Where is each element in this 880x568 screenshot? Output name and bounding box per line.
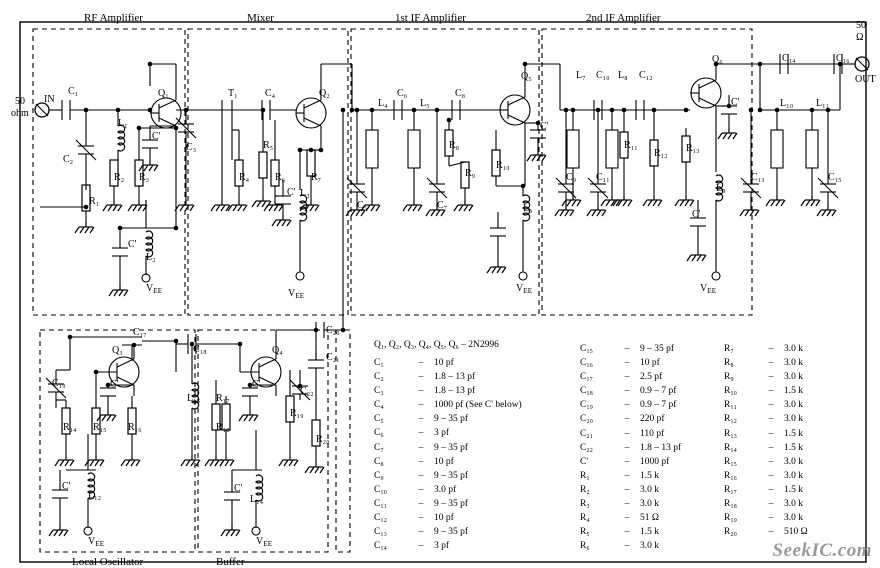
bom-dash: – [418,414,424,425]
bom-dash: – [418,527,424,538]
refdes-l9: L₉ [716,183,726,194]
bom-component-value: 3.0 k [784,414,803,425]
bom-dash: – [418,400,424,411]
bom-row [580,342,681,356]
refdes-q6: Q₆ [712,54,723,65]
bom-component-value: 10 pf [640,358,660,369]
bom-row [580,356,681,370]
bom-component-value: 3.0 k [784,358,803,369]
bom-dash: – [768,527,774,538]
bom-dash: – [768,456,774,467]
refdes-r12: R₁₂ [654,148,668,159]
bom-component-value: 1000 pf (See C' below) [434,400,522,411]
bom-row [374,398,522,412]
refdes-q3: Q₃ [112,345,123,356]
refdes-c5: C₅ [357,200,368,211]
bom-row [724,511,808,525]
bom-component-name: C₇ [374,442,384,453]
bom-component-name: C₄ [374,400,384,411]
bom-component-name: C₈ [374,456,384,467]
bom-component-name: C₃ [374,386,384,397]
bom-component-name: C₁₅ [580,344,593,354]
bom-component-name: C₁₂ [374,513,387,524]
refdes-r3: R₃ [139,172,150,183]
refdes-r20: R₂₀ [316,434,330,445]
bom-row [580,384,681,398]
refdes-c6: C₆ [397,88,408,99]
bom-row [724,497,808,511]
bom-dash: – [418,372,424,383]
refdes-r5: R₅ [263,140,274,151]
bom-row [580,455,681,469]
bom-row [374,455,522,469]
section-label-rf-amplifier: RF Amplifier [84,12,143,24]
bom-component-name: R₇ [724,344,734,354]
bom-component-name: C₂₂ [580,442,593,453]
bom-component-name: C₁₉ [580,400,593,411]
bom-dash: – [418,456,424,467]
bom-dash: – [418,513,424,524]
bom-dash: – [418,541,424,552]
refdes-c8: C₈ [455,88,466,99]
bom-component-name: C₁₃ [374,527,387,538]
bom-component-value: 10 pf [434,358,454,368]
refdes-l10: L₁₀ [780,98,794,109]
bom-row [724,427,808,441]
bom-component-value: 3.0 k [784,470,803,481]
bom-component-name: C₁₀ [374,484,387,495]
bom-component-value: 9 – 35 pf [434,442,469,453]
bom-component-name: R₁₀ [724,386,737,397]
bom-component-name: R₁₉ [724,513,737,524]
bom-component-value: 3.0 k [784,372,803,383]
bom-row [580,469,681,483]
refdes-r19: R₁₉ [290,408,304,419]
bom-component-value: 1.5 k [784,484,803,495]
input-port-impedance-line2: ohm [11,108,29,119]
refdes-l4: L₄ [378,98,388,109]
bom-component-name: R₃ [580,499,590,510]
refdes-r8: R₈ [449,140,460,151]
refdes-r6: R₆ [275,172,286,183]
bom-row [724,525,808,539]
bom-dash: – [418,386,424,397]
refdes-r11: R₁₁ [624,140,638,151]
refdes-l1: L₁ [118,118,128,129]
bom-dash: – [418,470,424,481]
section-label-first-if: 1st IF Amplifier [395,12,466,24]
refdes-c14: C₁₄ [782,53,796,64]
refdes-r15: R₁₅ [93,422,107,433]
refdes-l12: L₁₂ [88,490,102,501]
bom-dash: – [768,470,774,481]
bom-column-1 [374,356,522,553]
bom-row [374,384,522,398]
bypass-cap-label-4: C' [540,121,549,132]
bom-dash: – [624,386,630,397]
bom-row [580,525,681,539]
refdes-l11: L₁₁ [816,98,830,109]
bom-dash: – [418,358,424,368]
bom-component-value: 51 Ω [640,513,659,524]
section-label-mixer: Mixer [247,12,274,24]
bom-component-name: C₆ [374,428,384,439]
refdes-c22: C₂₂ [300,386,314,397]
bom-component-name: R₁₂ [724,414,737,425]
bom-component-value: 220 pf [640,414,665,425]
refdes-q1: Q₁ [158,88,169,99]
refdes-q4: Q₄ [272,345,283,356]
bom-component-value: 1.8 – 13 pf [640,442,682,453]
bom-row [374,469,522,483]
bom-component-value: 110 pf [640,428,665,439]
bom-component-name: C₉ [374,470,384,481]
bom-row [374,426,522,440]
bom-dash: – [768,386,774,397]
refdes-t1: T₁ [228,88,238,99]
bom-dash: – [624,372,630,383]
bom-component-name: R₁₇ [724,484,737,495]
bypass-cap-label-3: C' [287,187,296,198]
bom-dash: – [418,484,424,495]
bom-component-value: 0.9 – 7 pf [640,400,677,411]
refdes-r14: R₁₄ [63,422,77,433]
supply-vee-buf: $V_{EE}$ [256,536,273,548]
bom-column-3 [724,342,808,539]
bom-dash: – [418,428,424,439]
section-label-buffer: Buffer [216,556,245,568]
bom-component-name: C₁₄ [374,541,387,552]
supply-vee-rf: $V_{EE}$ [146,283,163,295]
bom-component-name: R₁₁ [724,400,737,411]
transistor-list-header: Q₁, Q₂, Q₃, Q₄, Q₅, Q₆ – 2N2996 [374,340,499,350]
bom-component-name: R₄ [580,513,590,524]
bom-row [374,412,522,426]
bom-dash: – [768,499,774,510]
input-port-tag: IN [44,94,55,105]
bypass-cap-label-2: C' [128,239,137,250]
bom-dash: – [624,527,630,538]
supply-vee-if1: $V_{EE}$ [516,283,533,295]
refdes-r9: R₉ [465,168,476,179]
bom-component-name: C₁₈ [580,386,593,397]
bom-dash: – [624,541,630,552]
bom-component-value: 2.5 pf [640,372,663,383]
bom-component-value: 510 Ω [784,527,808,538]
refdes-l13: L₁₃ [187,393,201,404]
bom-dash: – [624,358,630,369]
bom-dash: – [624,484,630,495]
bom-dash: – [624,470,630,481]
refdes-l8: L₈ [618,70,628,81]
bom-dash: – [624,428,630,439]
bom-component-value: 9 – 35 pf [434,527,469,538]
bom-row [580,511,681,525]
bom-row [724,441,808,455]
bom-component-name: R₈ [724,358,734,369]
refdes-c20: C₂₀ [326,325,340,336]
refdes-r2: R₂ [114,172,125,183]
bom-row [580,370,681,384]
bom-dash: – [768,372,774,383]
refdes-l14: L₁₄ [250,494,264,505]
bom-row [724,469,808,483]
bom-component-value: 0.9 – 7 pf [640,386,677,397]
refdes-l3: L₃ [300,188,310,199]
bom-dash: – [624,456,630,467]
bom-dash: – [768,484,774,495]
bom-row [374,525,522,539]
bypass-cap-label-10: C' [234,483,243,494]
bom-component-value: 1000 pf [640,456,670,467]
refdes-r18: R₁₈ [216,422,230,433]
bom-dash: – [624,513,630,524]
supply-vee-mixer: $V_{EE}$ [288,288,305,300]
bom-component-name: C₂₀ [580,414,593,425]
refdes-r1: R₁ [89,196,100,207]
refdes-l6: L₆ [523,203,533,214]
refdes-c12: C₁₂ [639,70,653,81]
refdes-c18: C₁₈ [193,344,207,355]
bom-row [374,511,522,525]
bom-dash: – [624,442,630,453]
bom-dash: – [418,442,424,453]
refdes-c4: C₄ [265,88,276,99]
bom-row [374,497,522,511]
refdes-c17: C₁₇ [133,327,147,338]
bom-row [724,384,808,398]
bom-dash: – [624,400,630,411]
bom-component-value: 10 pf [434,456,454,467]
input-port-impedance-line1: 50 [15,96,25,107]
bom-row [724,483,808,497]
bom-row [580,427,681,441]
bom-component-value: 1.5 k [640,527,659,538]
bom-row [374,370,522,384]
bom-component-value: 1.8 – 13 pf [434,386,476,397]
bypass-cap-label-7: C' [110,379,119,390]
refdes-c13: C₁₃ [751,172,765,183]
supply-vee-if2: $V_{EE}$ [700,283,717,295]
bom-row [724,455,808,469]
bom-component-value: 9 – 35 pf [434,470,469,481]
bom-row [580,483,681,497]
bom-component-value: 3.0 k [640,499,659,510]
bom-dash: – [624,499,630,510]
bom-component-value: 3.0 k [784,344,803,354]
bom-dash: – [768,400,774,411]
refdes-c15: C₁₅ [828,172,842,183]
bom-component-name: C' [580,456,589,467]
bom-component-value: 3.0 pf [434,484,457,495]
bom-component-name: C₂ [374,372,384,383]
bom-component-name: C₁₆ [580,358,593,369]
bom-row [374,441,522,455]
bom-component-value: 9 – 35 pf [434,498,469,509]
bom-component-name: R₁₈ [724,499,737,510]
bom-component-name: R₁₅ [724,456,737,467]
bom-row [374,356,522,370]
bom-component-value: 3.0 k [640,541,659,552]
refdes-c19: C₁₉ [52,378,66,389]
bom-component-value: 3 pf [434,541,450,552]
refdes-c1: C₁ [68,86,79,97]
bypass-cap-label-8: C' [252,379,261,390]
bypass-cap-label-1: C' [152,131,161,142]
bom-component-name: C₂₁ [580,428,593,439]
bom-component-name: C₁₁ [374,498,387,509]
bom-component-name: C₁₇ [580,372,593,383]
refdes-c21: C₂₁ [326,352,340,363]
refdes-c9: C₉ [566,172,577,183]
bom-row [580,398,681,412]
output-port-impedance-line2: Ω [856,32,864,43]
bom-dash: – [768,414,774,425]
refdes-l2: L₂ [146,252,156,263]
bom-component-value: 3.0 k [784,400,803,411]
supply-vee-lo: $V_{EE}$ [88,536,105,548]
refdes-c2: C₂ [63,154,74,165]
bom-component-name: R₉ [724,372,734,383]
refdes-r17: R₁₇ [216,393,230,404]
bom-component-name: R₂ [580,484,590,495]
bypass-cap-label-6: C' [692,209,701,220]
bom-component-value: 3.0 k [784,513,803,524]
bom-component-value: 1.8 – 13 pf [434,372,476,383]
bom-row [724,398,808,412]
bom-row [580,441,681,455]
bom-component-name: C₅ [374,414,384,425]
refdes-c3: C₃ [186,142,197,153]
bom-dash: – [624,414,630,425]
bom-component-name: R₁₆ [724,470,737,481]
bypass-cap-label-9: C' [62,481,71,492]
refdes-l7: L₇ [576,70,586,81]
refdes-l5: L₅ [420,98,430,109]
refdes-q5: Q₅ [521,71,532,82]
refdes-q2: Q₂ [319,88,330,99]
bom-component-value: 10 pf [434,513,454,524]
bom-dash: – [768,513,774,524]
bom-row [724,356,808,370]
bom-row [374,483,522,497]
refdes-c10: C₁₀ [596,70,610,81]
bom-component-value: 1.5 k [784,386,803,397]
output-port-tag: OUT [855,74,876,85]
bom-component-value: 3.0 k [784,456,803,467]
refdes-r10: R₁₀ [496,160,510,171]
bom-dash: – [768,428,774,439]
bom-row [724,370,808,384]
bom-component-value: 9 – 35 pf [640,344,675,354]
bom-component-value: 3 pf [434,428,450,439]
bom-column-2 [580,342,681,553]
refdes-r4: R₄ [239,172,250,183]
bom-component-name: R₂₀ [724,527,737,538]
bom-component-value: 3.0 k [784,499,803,510]
bom-dash: – [768,344,774,354]
section-label-second-if: 2nd IF Amplifier [586,12,661,24]
watermark: SeekIC.com [772,540,872,561]
bom-row [580,539,681,553]
bom-row [580,497,681,511]
bom-row [724,412,808,426]
bom-row [374,539,522,553]
bom-dash: – [768,358,774,369]
refdes-r7: R₇ [311,172,322,183]
bom-component-name: R₁₄ [724,442,737,453]
bom-component-value: 9 – 35 pf [434,414,469,425]
section-label-local-oscillator: Local Oscillator [72,556,144,568]
refdes-r16: R₁₆ [128,422,142,433]
bom-dash: – [624,344,630,354]
output-port-impedance-line1: 50 [856,20,866,31]
bom-component-value: 3.0 k [640,484,659,495]
bom-component-value: 1.5 k [784,442,803,453]
bom-component-name: R₁ [580,470,590,481]
bom-component-value: 1.5 k [640,470,659,481]
refdes-c11: C₁₁ [596,172,610,183]
bom-component-value: 1.5 k [784,428,803,439]
bom-component-name: R₅ [580,527,590,538]
bom-row [580,412,681,426]
bom-component-name: R₆ [580,541,590,552]
bom-component-name: C₁ [374,358,384,368]
bom-dash: – [418,498,424,509]
bom-dash: – [768,442,774,453]
refdes-r13: R₁₃ [686,143,700,154]
bom-row [724,342,808,356]
refdes-c7: C₇ [437,200,448,211]
refdes-c16: C₁₆ [836,53,850,64]
bom-component-name: R₁₃ [724,428,737,439]
bypass-cap-label-5: C' [731,97,740,108]
